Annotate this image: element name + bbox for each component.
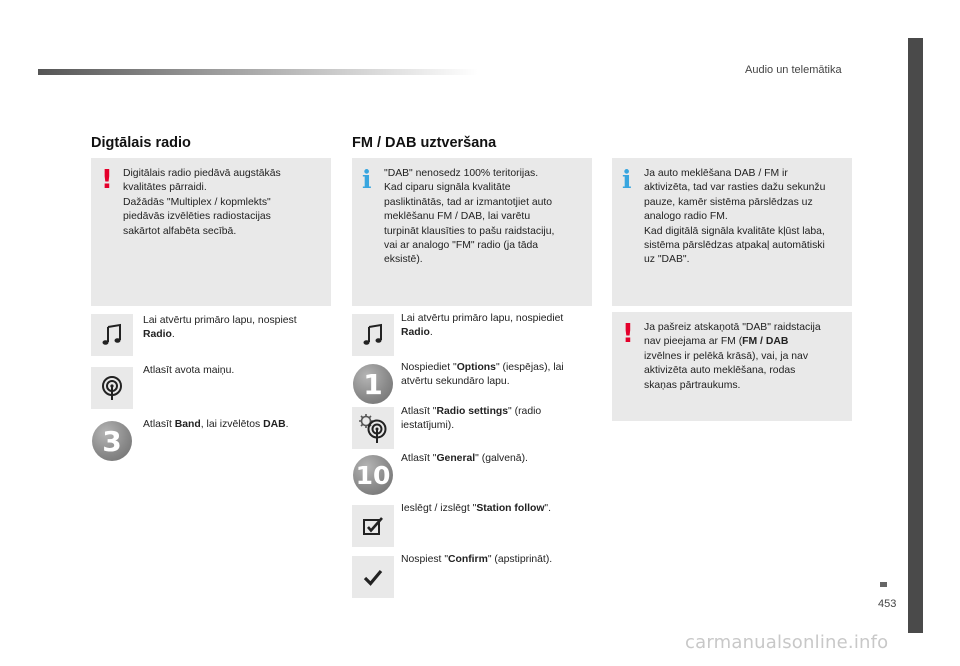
radio-source-icon [98,374,126,402]
header-gradient-bar [38,69,478,75]
watermark: carmanualsonline.info [685,632,889,653]
right-warning-text: Ja pašreiz atskaņotā "DAB" raidstacija nav pieejama ar FM (FM / DAB izvēlnes ir pelēkā krāsā), vai, ja nav aktivizēta auto meklēšana, rodas skaņas pārtraukums. [644,322,821,391]
music-note-tile [91,314,133,356]
left-step-1: Lai atvērtu primāro lapu, nospiest Radio. [143,315,297,341]
middle-step-6: Nospiest "Confirm" (apstiprināt). [401,554,553,565]
right-warning-box [612,312,852,421]
music-note-icon [99,322,125,348]
radio-settings-tile [352,407,394,449]
middle-step-3: Atlasīt "Radio settings" (radio iestatījumi). [401,406,542,432]
middle-step-4: Atlasīt "General" (galvenā). [401,453,528,464]
left-warning-box [91,158,331,306]
settings-radio-icon [356,411,390,445]
page-side-bar [908,38,923,633]
left-title: Digtālais radio [91,135,191,151]
middle-info-box [352,158,592,306]
middle-step-1: Lai atvērtu primāro lapu, nospiediet Radio. [401,313,564,339]
left-step-2: Atlasīt avota maiņu. [143,365,235,376]
music-note-icon [360,322,386,348]
warning-icon: ! [622,319,634,349]
step-number-1: 1 [353,364,393,404]
info-icon: i [622,165,632,194]
music-note-tile-2 [352,314,394,356]
section-header: Audio un telemātika [745,64,842,76]
step-number-10: 10 [353,455,393,495]
middle-step-5: Ieslēgt / izslēgt "Station follow". [401,503,551,514]
checkmark-icon [362,566,384,588]
right-info-text: Ja auto meklēšana DAB / FM ir aktivizēta, tad var rasties dažu sekunžu pauze, kamēr sistēma pārslēdzas uz analogo radio FM. Kad digitālā signāla kvalitāte kļūst laba, sistēma pārslēdzas atpakaļ automātiski uz "DAB". [644,168,826,266]
info-icon: i [362,165,372,194]
radio-source-tile [91,367,133,409]
right-info-box [612,158,852,306]
left-step-3: Atlasīt Band, lai izvēlētos DAB. [143,419,289,430]
checkbox-icon [361,514,385,538]
checkbox-tile [352,505,394,547]
checkmark-tile [352,556,394,598]
warning-icon: ! [101,165,113,195]
step-number-3: 3 [92,421,132,461]
middle-step-2: Nospiediet "Options" (iespējas), lai atvērtu sekundāro lapu. [401,362,564,388]
middle-info-text: "DAB" nenosedz 100% teritorijas. Kad ciparu signāla kvalitāte pasliktinātās, tad ar izmantotjiet auto meklēšanu FM / DAB, lai varētu turpināt klausīties to pašu raidstaciju, vai ar analogo "FM" radio (ja tāda eksistē). [384,168,555,266]
left-warning-text: Digitālais radio piedāvā augstākās kvalitātes pārraidi. Dažādās "Multiplex / kopmlekts" piedāvās izvēlēties radiostacijas sakārtot alfabēta secībā. [123,168,281,237]
middle-title: FM / DAB uztveršana [352,135,497,151]
page-number: 453 [878,598,897,610]
page-marker [880,582,887,587]
